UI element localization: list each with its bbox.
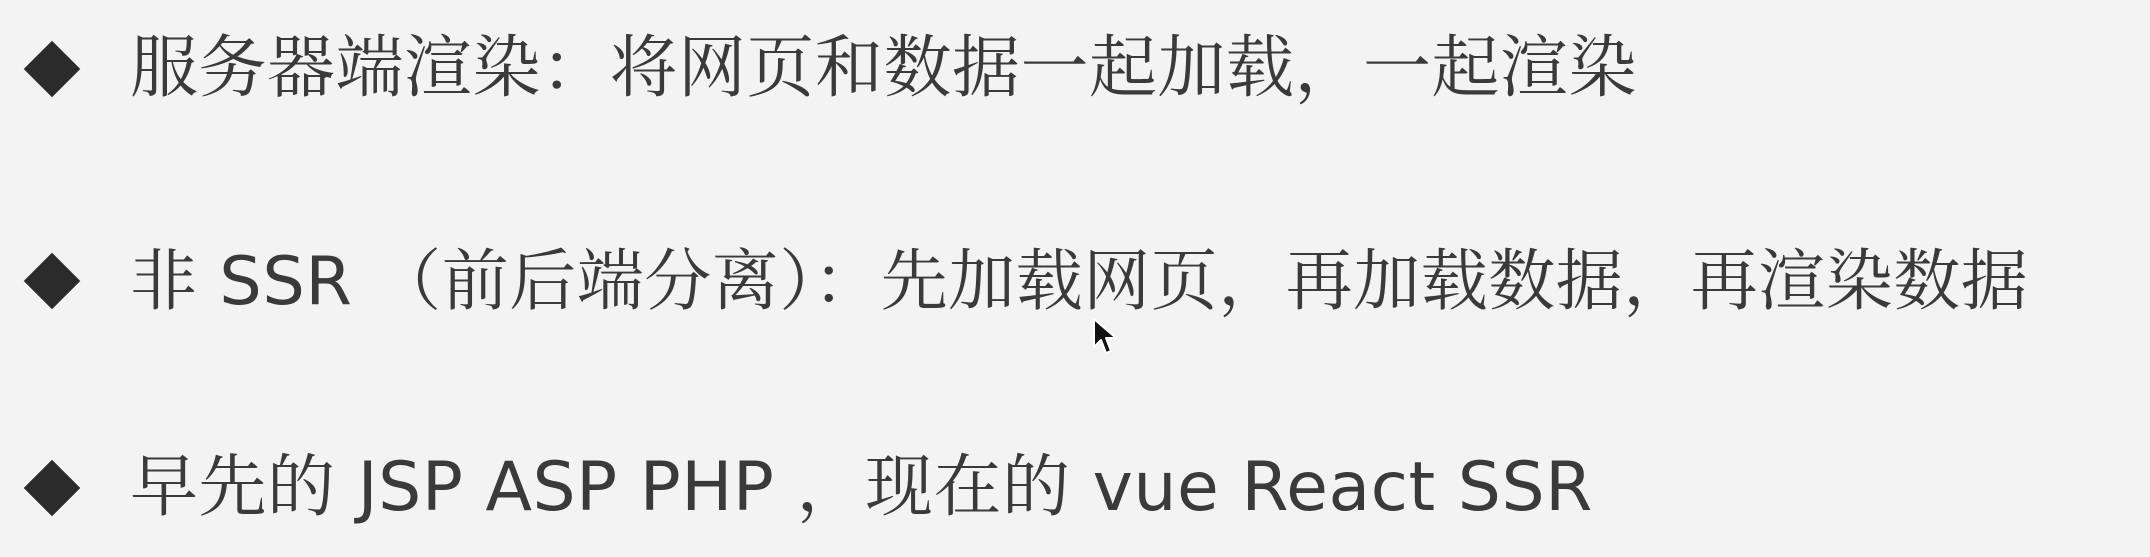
- bullet-item-server-side-rendering: [0, 14, 1637, 124]
- bullet-item-non-ssr: [0, 226, 2028, 336]
- bullet-item-examples: [0, 433, 1593, 543]
- diamond-bullet-icon: [24, 460, 81, 517]
- mouse-cursor-icon: [1092, 317, 1118, 357]
- diamond-bullet-icon: [24, 41, 81, 98]
- diamond-bullet-icon: [24, 253, 81, 310]
- bullet-text: 非 SSR （前后端分离）：先加载网页，再加载数据，再渲染数据: [130, 241, 2029, 320]
- bullet-text: 早先的 JSP ASP PHP ，现在的 vue React SSR: [130, 448, 1593, 527]
- bullet-text: 服务器端渲染：将网页和数据一起加载，一起渲染: [130, 29, 1638, 108]
